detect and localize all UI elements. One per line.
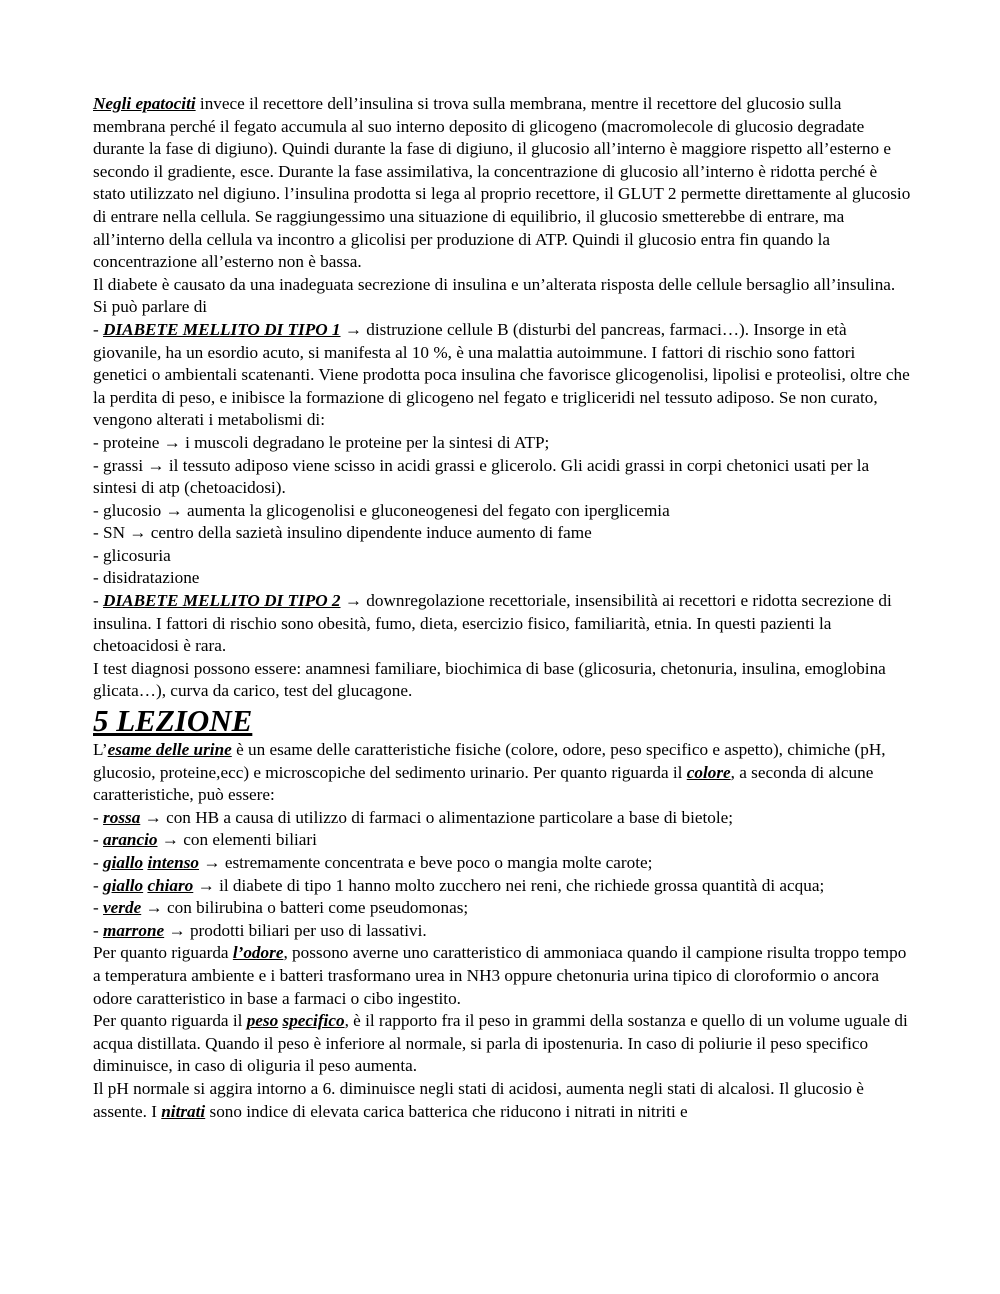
color-item: - rossa → con HB a causa di utilizzo di farmaci o alimentazione particolare a base di bietole; bbox=[93, 807, 734, 827]
list-item: - glucosio → aumenta la glicogenolisi e gluconeogenesi del fegato con iperglicemia bbox=[93, 500, 670, 520]
color-item: - marrone → prodotti biliari per uso di lassativi. bbox=[93, 920, 427, 940]
document-page bbox=[93, 93, 911, 1123]
text: Il pH normale si aggira intorno a 6. diminuisce negli stati di acidosi, aumenta negli stati di alcalosi. Il glucosio è assente. I bbox=[93, 1078, 864, 1121]
keyword-colore: colore bbox=[686, 762, 731, 782]
paragraph-text: → distruzione cellule B (disturbi del pancreas, farmaci…). Insorge in età giovanile, ha un esordio acuto, si manifesta al 10 %, è una malattia autoimmune. I fattori di rischio sono fattori genetici o ambientali scatenanti. Viene prodotta poca insulina che favorisce glicogenolisi, lipolisi e proteolisi, oltre che la perdita di peso, e inibisce la formazione di glicogeno nel fegato e trigliceridi nel tessuto adiposo. Se non curato, vengono alterati i metabolismi di: bbox=[93, 319, 910, 430]
text: Per quanto riguarda il bbox=[93, 1011, 247, 1031]
color-item: - giallo intenso → estremamente concentrata e beve poco o mangia molte carote; bbox=[93, 853, 653, 872]
paragraph-peso-specifico bbox=[93, 1010, 911, 1078]
paragraph-test-diagnosi: I test diagnosi possono essere: anamnesi familiare, biochimica di base (glicosuria, chetonuria, insulina, emoglobina glicata…), curva da carico, test del glucagone. bbox=[93, 658, 886, 701]
text: → con HB a causa di utilizzo di farmaci o alimentazione particolare a base di bietole; bbox=[140, 807, 734, 827]
dash: - bbox=[93, 591, 104, 611]
keyword-giallo: giallo bbox=[103, 853, 144, 872]
text: L’ bbox=[93, 740, 108, 760]
keyword-verde: verde bbox=[103, 898, 142, 918]
keyword-arancio: arancio bbox=[103, 830, 158, 850]
list-item: - SN → centro della sazietà insulino dipendente induce aumento di fame bbox=[93, 523, 592, 543]
diabete-tipo-2 bbox=[93, 590, 911, 658]
text: sono indice di elevata carica batterica che riducono i nitrati in nitriti e bbox=[205, 1101, 688, 1121]
text: → il diabete di tipo 1 hanno molto zucchero nei reni, che richiede grossa quantità di acqua; bbox=[193, 875, 825, 895]
color-item: - giallo chiaro → il diabete di tipo 1 hanno molto zucchero nei reni, che richiede grossa quantità di acqua; bbox=[93, 875, 825, 895]
keyword-marrone: marrone bbox=[103, 920, 165, 940]
list-item: - grassi → il tessuto adiposo viene scisso in acidi grassi e glicerolo. Gli acidi grassi in corpi chetonici usati per la sintesi di atp (chetoacidosi). bbox=[93, 455, 870, 498]
paragraph-epatociti bbox=[93, 93, 911, 274]
text: è un esame delle caratteristiche fisiche (colore, odore, peso specifico e aspetto), chimiche (pH, glucosio, proteine,ecc) e microscopiche del sedimento urinario. Per quanto riguarda il bbox=[93, 740, 886, 782]
keyword-esame-urine: esame delle urine bbox=[107, 740, 232, 760]
keyword-specifico: specifico bbox=[282, 1011, 345, 1031]
text: → estremamente concentrata e beve poco o mangia molte carote; bbox=[199, 853, 653, 872]
paragraph-text: → downregolazione recettoriale, insensibilità ai recettori e ridotta secrezione di insulina. I fattori di rischio sono obesità, fumo, dieta, esercizio fisico, familiarità, etnia. In questi pazienti la chetoacidosi è rara. bbox=[93, 591, 892, 656]
keyword-diabete-tipo-1: DIABETE MELLITO DI TIPO 1 bbox=[103, 319, 341, 339]
diabete-tipo-1 bbox=[93, 319, 911, 432]
keyword-chiaro: chiaro bbox=[147, 875, 194, 895]
paragraph-odore bbox=[93, 942, 911, 1010]
color-item: - verde → con bilirubina o batteri come pseudomonas; bbox=[93, 898, 469, 918]
keyword-odore: l’odore bbox=[232, 943, 284, 963]
keyword-intenso: intenso bbox=[147, 853, 200, 872]
text: , è il rapporto fra il peso in grammi della sostanza e quello di un volume uguale di acqua distillata. Quando il peso è inferiore al normale, si parla di ipostenuria. In caso di poliurie il peso specifico diminuisce, in caso di oliguria il peso aumenta. bbox=[93, 1011, 908, 1076]
keyword-nitrati: nitrati bbox=[161, 1101, 206, 1121]
dash: - bbox=[93, 319, 104, 339]
keyword-rossa: rossa bbox=[103, 807, 141, 827]
keyword-peso: peso bbox=[246, 1011, 279, 1031]
text: , a seconda di alcune caratteristiche, può essere: bbox=[93, 762, 874, 805]
paragraph-diabete: Il diabete è causato da una inadeguata secrezione di insulina e un’alterata risposta delle cellule bersaglio all’insulina. Si può parlare di bbox=[93, 274, 896, 317]
list-item: - glicosuria bbox=[93, 545, 171, 565]
paragraph-esame-urine bbox=[93, 739, 911, 807]
section-heading: 5 LEZIONE bbox=[93, 703, 253, 739]
list-item: - disidratazione bbox=[93, 568, 200, 588]
text: → prodotti biliari per uso di lassativi. bbox=[164, 920, 427, 940]
text: → con elementi biliari bbox=[157, 830, 317, 850]
text: → con bilirubina o batteri come pseudomonas; bbox=[141, 898, 469, 918]
keyword-diabete-tipo-2: DIABETE MELLITO DI TIPO 2 bbox=[103, 591, 341, 611]
keyword-epatociti: Negli epatociti bbox=[93, 94, 196, 113]
text: Per quanto riguarda bbox=[93, 943, 233, 963]
paragraph-text: invece il recettore dell’insulina si trova sulla membrana, mentre il recettore del glucosio sulla membrana perché il fegato accumula al suo interno deposito di glicogeno (macromolecole di glucosio degradate durante la fase di digiuno). Quindi durante la fase di digiuno, il glucosio all’interno è maggiore rispetto all’esterno e secondo il gradiente, esce. Durante la fase assimilativa, la concentrazione di glucosio all’interno è ridotta perché è stato utilizzato nel digiuno. l’insulina prodotta si lega al proprio recettore, il GLUT 2 permette direttamente al glucosio di entrare nella cellula. Se raggiungessimo una situazione di equilibrio, il glucosio smetterebbe di entrare, ma all’interno della cellula va incontro a glicolisi per produzione di ATP. Quindi il glucosio entra fin quando la concentrazione all’esterno non è bassa. bbox=[93, 94, 911, 272]
color-item: - arancio → con elementi biliari bbox=[93, 830, 317, 850]
keyword-giallo: giallo bbox=[103, 875, 144, 895]
text: , possono averne uno caratteristico di ammoniaca quando il campione risulta troppo tempo a temperatura ambiente e i batteri trasformano urea in NH3 oppure chetonuria urina tipico di cloroformio o ancora odore caratteristico in base a farmaci o cibo ingestito. bbox=[93, 943, 907, 1008]
paragraph-ph bbox=[93, 1078, 911, 1123]
list-item: - proteine → i muscoli degradano le proteine per la sintesi di ATP; bbox=[93, 432, 550, 452]
